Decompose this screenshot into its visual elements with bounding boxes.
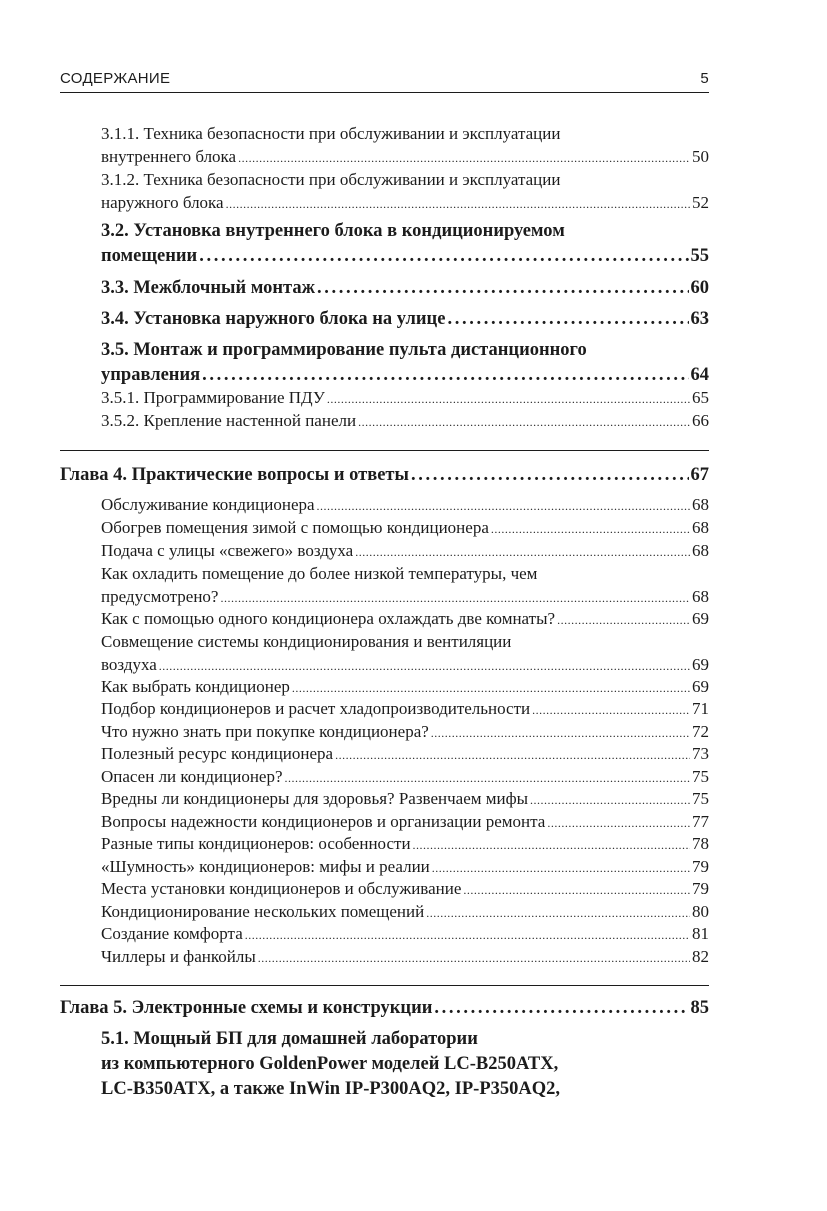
toc-topic[interactable] — [101, 562, 709, 610]
section-divider — [60, 450, 709, 451]
toc-entry-text: Глава 5. Электронные схемы и конструкции — [60, 998, 433, 1018]
dot-leader — [317, 276, 689, 301]
toc-page-number: 72 — [692, 722, 709, 741]
toc-topic[interactable] — [101, 516, 709, 541]
toc-entry-text: воздуха — [101, 655, 157, 674]
toc-page-number: 69 — [692, 677, 709, 696]
dot-leader — [317, 495, 690, 518]
toc-topic[interactable] — [101, 922, 709, 947]
toc-entry-3-5-2[interactable] — [101, 409, 709, 434]
toc-entry-text: внутреннего блока — [101, 147, 237, 166]
dot-leader — [434, 996, 688, 1021]
toc-entry-text: 3.4. Установка наружного блока на улице — [101, 309, 446, 329]
toc-page-number: 82 — [692, 947, 709, 966]
toc-page-number: 79 — [692, 879, 709, 898]
dot-leader — [238, 147, 690, 170]
toc-page-number: 65 — [692, 388, 709, 407]
toc-page-number: 73 — [692, 744, 709, 763]
toc-page-number: 52 — [692, 193, 709, 212]
toc-entry-text: Создание комфорта — [101, 924, 243, 943]
toc-page-number: 69 — [692, 609, 709, 628]
dot-leader — [411, 463, 689, 488]
toc-entry-3-2[interactable] — [101, 219, 709, 269]
toc-entry-text: Вредны ли кондиционеры для здоровья? Развенчаем мифы — [101, 789, 529, 808]
toc-page-number: 79 — [692, 857, 709, 876]
toc-page-number: 63 — [690, 309, 709, 329]
toc-entry-3-5[interactable] — [101, 338, 709, 388]
toc-entry-text: Что нужно знать при покупке кондиционера? — [101, 722, 429, 741]
dot-leader — [327, 388, 690, 411]
toc-page-number: 68 — [692, 587, 709, 606]
toc-entry-text: наружного блока — [101, 193, 224, 212]
toc-entry-line: 3.1.1. Техника безопасности при обслуживании и эксплуатации — [101, 124, 561, 143]
toc-entry-3-4[interactable] — [101, 307, 709, 332]
toc-topic[interactable] — [101, 607, 709, 632]
toc-topic[interactable] — [101, 630, 709, 678]
toc-entry-text: Чиллеры и фанкойлы — [101, 947, 256, 966]
toc-entry-text: Вопросы надежности кондиционеров и организации ремонта — [101, 812, 546, 831]
toc-entry-text: Кондиционирование нескольких помещений — [101, 902, 425, 921]
toc-entry-text: 3.3. Межблочный монтаж — [101, 278, 315, 298]
toc-topic[interactable] — [101, 877, 709, 902]
running-head-title: СОДЕРЖАНИЕ — [60, 70, 171, 87]
toc-page-number: 71 — [692, 699, 709, 718]
toc-entry-line: 5.1. Мощный БП для домашней лаборатории — [101, 1029, 478, 1049]
dot-leader — [491, 518, 690, 541]
toc-entry-text: Как выбрать кондиционер — [101, 677, 290, 696]
toc-entry-3-1-2[interactable] — [101, 168, 709, 216]
toc-entry-text: Обслуживание кондиционера — [101, 495, 315, 514]
toc-page-number: 64 — [690, 365, 709, 385]
toc-topic[interactable] — [101, 493, 709, 518]
toc-entry-line: 3.5. Монтаж и программирование пульта дистанционного — [101, 340, 587, 360]
toc-page-number: 68 — [692, 518, 709, 537]
toc-page-number: 60 — [690, 278, 709, 298]
dot-leader — [358, 411, 690, 434]
toc-entry-text: Опасен ли кондиционер? — [101, 767, 283, 786]
toc-page-number: 69 — [692, 655, 709, 674]
toc-page-number: 50 — [692, 147, 709, 166]
toc-entry-text: Подбор кондиционеров и расчет хладопроизводительности — [101, 699, 531, 718]
dot-leader — [463, 879, 690, 902]
dot-leader — [447, 307, 688, 332]
toc-page-number: 75 — [692, 789, 709, 808]
toc-entry-line: 3.1.2. Техника безопасности при обслуживании и эксплуатации — [101, 170, 561, 189]
dot-leader — [226, 193, 690, 216]
toc-entry-text: Полезный ресурс кондиционера — [101, 744, 334, 763]
dot-leader — [355, 541, 690, 564]
toc-page-number: 55 — [690, 246, 709, 266]
toc-entry-text: управления — [101, 365, 201, 385]
dot-leader — [335, 744, 690, 767]
dot-leader — [245, 924, 690, 947]
toc-page-number: 85 — [690, 998, 709, 1018]
toc-entry-line: LC-B350ATX, а также InWin IP-P300AQ2, IP-P350AQ2, — [101, 1079, 560, 1099]
toc-page-number: 68 — [692, 541, 709, 560]
toc-page-number: 78 — [692, 834, 709, 853]
dot-leader — [532, 699, 690, 722]
toc-topic[interactable] — [101, 787, 709, 812]
page-number: 5 — [700, 70, 709, 87]
toc-entry-3-1-1[interactable] — [101, 122, 709, 170]
toc-entry-text: 3.5.1. Программирование ПДУ — [101, 388, 325, 407]
toc-entry-text: помещении — [101, 246, 198, 266]
dot-leader — [530, 789, 690, 812]
toc-chapter-4[interactable] — [60, 463, 709, 488]
toc-page-number: 81 — [692, 924, 709, 943]
toc-entry-text: 3.5.2. Крепление настенной панели — [101, 411, 357, 430]
toc-entry-line: Совмещение системы кондиционирования и вентиляции — [101, 632, 512, 651]
toc-entry-text: Обогрев помещения зимой с помощью кондиционера — [101, 518, 489, 537]
toc-page-number: 77 — [692, 812, 709, 831]
toc-entry-text: Места установки кондиционеров и обслуживание — [101, 879, 462, 898]
toc-topic[interactable] — [101, 539, 709, 564]
toc-page-number: 67 — [690, 465, 709, 485]
section-divider — [60, 985, 709, 986]
toc-entry-text: Разные типы кондиционеров: особенности — [101, 834, 411, 853]
toc-entry-3-3[interactable] — [101, 276, 709, 301]
toc-page-number: 68 — [692, 495, 709, 514]
toc-entry-5-1[interactable] — [101, 1027, 709, 1102]
dot-leader — [202, 363, 688, 388]
toc-entry-text: Глава 4. Практические вопросы и ответы — [60, 465, 409, 485]
toc-entry-line: Как охладить помещение до более низкой температуры, чем — [101, 564, 538, 583]
toc-entry-text: Как с помощью одного кондиционера охлаждать две комнаты? — [101, 609, 556, 628]
toc-entry-3-5-1[interactable] — [101, 386, 709, 411]
dot-leader — [199, 244, 688, 269]
toc-page-number: 80 — [692, 902, 709, 921]
dot-leader — [258, 947, 690, 970]
toc-entry-text: предусмотрено? — [101, 587, 219, 606]
toc-topic[interactable] — [101, 742, 709, 767]
dot-leader — [557, 609, 690, 632]
running-head — [60, 70, 709, 93]
toc-entry-line: из компьютерного GoldenPower моделей LC-B250ATX, — [101, 1054, 559, 1074]
toc-page-number: 66 — [692, 411, 709, 430]
toc-entry-line: 3.2. Установка внутреннего блока в кондиционируемом — [101, 221, 565, 241]
toc-topic[interactable] — [101, 945, 709, 970]
toc-entry-text: «Шумность» кондиционеров: мифы и реалии — [101, 857, 430, 876]
toc-topic[interactable] — [101, 832, 709, 857]
toc-chapter-5[interactable] — [60, 996, 709, 1021]
toc-topic[interactable] — [101, 697, 709, 722]
toc-page-number: 75 — [692, 767, 709, 786]
toc-entry-text: Подача с улицы «свежего» воздуха — [101, 541, 354, 560]
dot-leader — [413, 834, 690, 857]
